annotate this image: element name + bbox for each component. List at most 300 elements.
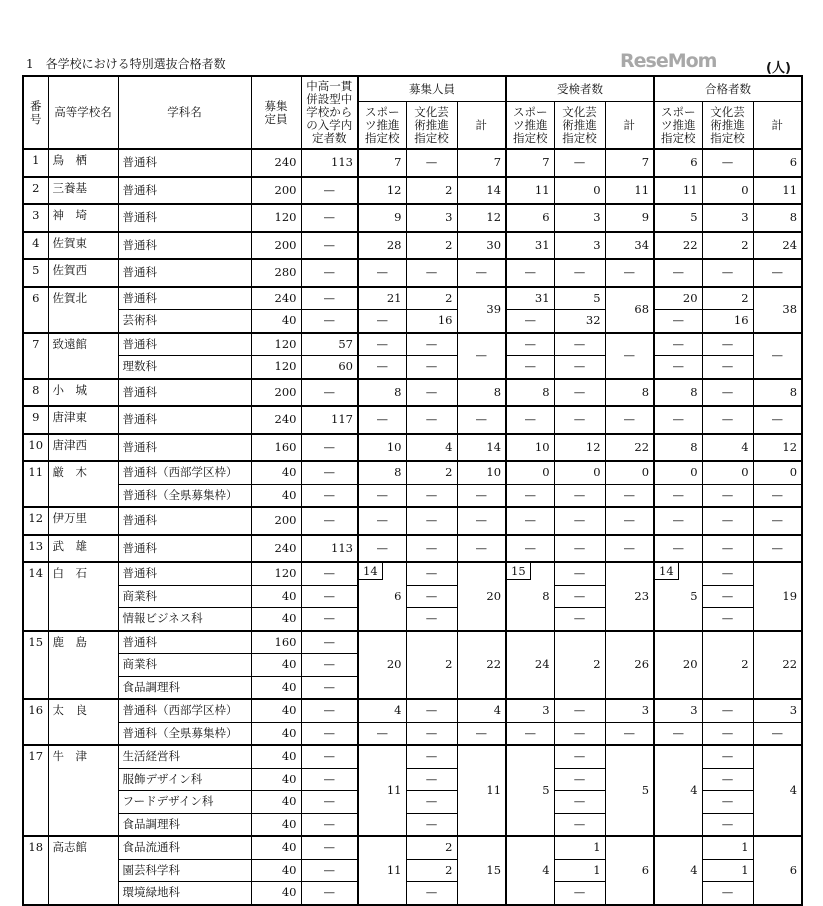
capacity-value: 160 — [251, 631, 301, 654]
capacity-value: 240 — [251, 149, 301, 177]
sport-value: 8 — [542, 588, 550, 603]
recruit-culture-value: — — [406, 259, 457, 287]
school-group — [23, 631, 802, 700]
capacity-value: 240 — [251, 535, 301, 563]
table-row — [23, 535, 802, 563]
recruit-total-value: — — [457, 259, 506, 287]
department-name: 普通科（全県募集枠） — [118, 722, 251, 745]
jhs-admission-value: — — [301, 631, 358, 654]
school-number: 1 — [23, 149, 48, 177]
capacity-value: 40 — [251, 585, 301, 608]
recruit-culture-value: — — [406, 406, 457, 434]
jhs-admission-value: 113 — [301, 535, 358, 563]
header-school: 高等学校名 — [48, 76, 118, 149]
recruit-culture-value: — — [406, 745, 457, 768]
recruit-culture-value: — — [406, 722, 457, 745]
table-row — [23, 406, 802, 434]
special-selection-results-table — [22, 75, 803, 906]
pass-culture-value: 1 — [702, 836, 753, 859]
pass-culture-value: — — [702, 406, 753, 434]
school-group — [23, 177, 802, 205]
recruit-culture-value: — — [406, 585, 457, 608]
recruit-culture-value: 2 — [406, 177, 457, 205]
pass-total-value: 3 — [753, 699, 802, 722]
capacity-value: 40 — [251, 310, 301, 333]
jhs-admission-value: — — [301, 791, 358, 814]
school-number: 8 — [23, 379, 48, 407]
exam-culture-value: — — [554, 149, 605, 177]
school-name: 鹿 島 — [48, 631, 118, 700]
pass-sport-value: 8 — [654, 434, 702, 462]
header-group-pass: 合格者数 — [654, 76, 802, 102]
school-number: 7 — [23, 333, 48, 379]
recruit-sport-value: — — [358, 722, 406, 745]
school-name: 伊万里 — [48, 507, 118, 535]
school-name: 三養基 — [48, 177, 118, 205]
exam-total-value: — — [605, 333, 654, 379]
pass-culture-value: — — [702, 535, 753, 563]
recruit-sport-value: 7 — [358, 149, 406, 177]
jhs-admission-value: 60 — [301, 356, 358, 379]
department-name: 普通科 — [118, 631, 251, 654]
pass-total-value: 11 — [753, 177, 802, 205]
pass-culture-value: 4 — [702, 434, 753, 462]
jhs-admission-value: — — [301, 654, 358, 677]
sport-value: 5 — [690, 588, 698, 603]
school-number: 12 — [23, 507, 48, 535]
pass-sport-value: 4 — [654, 836, 702, 905]
pass-culture-value: — — [702, 562, 753, 585]
pass-culture-value: — — [702, 813, 753, 836]
exam-culture-value: — — [554, 562, 605, 585]
pass-sport-value: — — [654, 507, 702, 535]
pass-total-value: — — [753, 535, 802, 563]
exam-culture-value: — — [554, 507, 605, 535]
pass-culture-value: 2 — [702, 631, 753, 700]
exam-sport-value: 4 — [506, 836, 554, 905]
exam-total-value: 22 — [605, 434, 654, 462]
school-number: 4 — [23, 232, 48, 260]
capacity-value: 40 — [251, 608, 301, 631]
jhs-admission-value: 57 — [301, 333, 358, 356]
table-row — [23, 631, 802, 654]
recruit-total-value: — — [457, 406, 506, 434]
sport-note-count: 14 — [655, 563, 679, 580]
school-group — [23, 259, 802, 287]
recruit-sport-value: 11 — [358, 745, 406, 836]
school-number: 16 — [23, 699, 48, 745]
pass-total-value: 8 — [753, 379, 802, 407]
school-name: 佐賀北 — [48, 287, 118, 333]
pass-culture-value: — — [702, 507, 753, 535]
jhs-admission-value: — — [301, 859, 358, 882]
sport-note-count: 14 — [359, 563, 383, 580]
pass-culture-value: — — [702, 882, 753, 905]
table-row — [23, 484, 802, 507]
school-group — [23, 287, 802, 333]
capacity-value: 40 — [251, 813, 301, 836]
recruit-total-value: 7 — [457, 149, 506, 177]
recruit-total-value: 11 — [457, 745, 506, 836]
exam-culture-value: 2 — [554, 631, 605, 700]
exam-culture-value: — — [554, 882, 605, 905]
department-name: 普通科 — [118, 333, 251, 356]
recruit-total-value: 4 — [457, 699, 506, 722]
exam-culture-value: 1 — [554, 836, 605, 859]
table-row — [23, 204, 802, 232]
capacity-value: 280 — [251, 259, 301, 287]
header-culture: 文化芸 術推進 指定校 — [406, 102, 457, 150]
recruit-total-value: 22 — [457, 631, 506, 700]
exam-culture-value: — — [554, 333, 605, 356]
pass-total-value: 19 — [753, 562, 802, 631]
school-name: 厳 木 — [48, 461, 118, 507]
table-row — [23, 149, 802, 177]
recruit-total-value: 30 — [457, 232, 506, 260]
school-group — [23, 333, 802, 379]
jhs-admission-value: 113 — [301, 149, 358, 177]
exam-culture-value: — — [554, 699, 605, 722]
capacity-value: 240 — [251, 287, 301, 310]
department-name: 情報ビジネス科 — [118, 608, 251, 631]
exam-sport-value: 10 — [506, 434, 554, 462]
recruit-culture-value: 2 — [406, 859, 457, 882]
exam-culture-value: — — [554, 768, 605, 791]
recruit-sport-value: 12 — [358, 177, 406, 205]
exam-total-value: 7 — [605, 149, 654, 177]
recruit-culture-value: — — [406, 608, 457, 631]
pass-total-value: 6 — [753, 836, 802, 905]
table-row — [23, 232, 802, 260]
header-jhs-admission: 中高一貫 併設型中 学校から の入学内 定者数 — [301, 76, 358, 149]
pass-sport-value: 20 — [654, 287, 702, 310]
pass-culture-value: — — [702, 722, 753, 745]
recruit-culture-value: — — [406, 535, 457, 563]
exam-sport-value: 24 — [506, 631, 554, 700]
header-total: 計 — [457, 102, 506, 150]
pass-culture-value: — — [702, 484, 753, 507]
header-sport: スポー ツ推進 指定校 — [358, 102, 406, 150]
capacity-value: 160 — [251, 434, 301, 462]
capacity-value: 40 — [251, 699, 301, 722]
recruit-sport-value: 8 — [358, 379, 406, 407]
pass-culture-value: 2 — [702, 287, 753, 310]
exam-sport-value: 0 — [506, 461, 554, 484]
school-number: 13 — [23, 535, 48, 563]
exam-total-value: 8 — [605, 379, 654, 407]
pass-culture-value: 16 — [702, 310, 753, 333]
recruit-culture-value: — — [406, 699, 457, 722]
header-culture: 文化芸 術推進 指定校 — [702, 102, 753, 150]
jhs-admission-value: — — [301, 259, 358, 287]
pass-culture-value: — — [702, 585, 753, 608]
school-name: 高志館 — [48, 836, 118, 905]
recruit-sport-value: 10 — [358, 434, 406, 462]
exam-total-value: 0 — [605, 461, 654, 484]
department-name: 普通科 — [118, 379, 251, 407]
pass-total-value: 22 — [753, 631, 802, 700]
school-number: 14 — [23, 562, 48, 631]
exam-total-value: — — [605, 259, 654, 287]
exam-sport-value: 8 — [506, 379, 554, 407]
school-name: 太 良 — [48, 699, 118, 745]
school-group — [23, 507, 802, 535]
exam-culture-value: 3 — [554, 204, 605, 232]
recruit-culture-value: 2 — [406, 287, 457, 310]
table-row — [23, 562, 802, 585]
capacity-value: 40 — [251, 836, 301, 859]
pass-total-value: — — [753, 406, 802, 434]
recruit-sport-value: — — [358, 484, 406, 507]
sport-note-count: 15 — [507, 563, 531, 580]
recruit-total-value: — — [457, 333, 506, 379]
pass-sport-value: 4 — [654, 745, 702, 836]
school-number: 11 — [23, 461, 48, 507]
jhs-admission-value: — — [301, 585, 358, 608]
pass-culture-value: — — [702, 149, 753, 177]
school-group — [23, 699, 802, 745]
recruit-culture-value: 2 — [406, 836, 457, 859]
school-number: 9 — [23, 406, 48, 434]
header-sport: スポー ツ推進 指定校 — [654, 102, 702, 150]
header-number: 番 号 — [23, 76, 48, 149]
capacity-value: 40 — [251, 676, 301, 699]
jhs-admission-value: — — [301, 745, 358, 768]
exam-total-value: — — [605, 507, 654, 535]
department-name: 園芸科学科 — [118, 859, 251, 882]
exam-culture-value: 0 — [554, 461, 605, 484]
recruit-culture-value: 2 — [406, 232, 457, 260]
pass-sport-value: 0 — [654, 461, 702, 484]
recruit-culture-value: — — [406, 768, 457, 791]
capacity-value: 200 — [251, 232, 301, 260]
header-group-exam: 受検者数 — [506, 76, 654, 102]
department-name: 理数科 — [118, 356, 251, 379]
school-group — [23, 379, 802, 407]
school-group — [23, 204, 802, 232]
pass-sport-value: — — [654, 722, 702, 745]
capacity-value: 120 — [251, 562, 301, 585]
table-row — [23, 287, 802, 310]
table-row — [23, 745, 802, 768]
department-name: 普通科 — [118, 259, 251, 287]
pass-total-value: 24 — [753, 232, 802, 260]
exam-culture-value: — — [554, 259, 605, 287]
recruit-total-value: 39 — [457, 287, 506, 333]
capacity-value: 200 — [251, 177, 301, 205]
jhs-admission-value: — — [301, 310, 358, 333]
recruit-sport-value: 20 — [358, 631, 406, 700]
school-group — [23, 836, 802, 905]
capacity-value: 40 — [251, 791, 301, 814]
recruit-total-value: 14 — [457, 434, 506, 462]
capacity-value: 40 — [251, 882, 301, 905]
recruit-culture-value: 4 — [406, 434, 457, 462]
school-number: 17 — [23, 745, 48, 836]
school-group — [23, 232, 802, 260]
header-group-recruit: 募集人員 — [358, 76, 506, 102]
recruit-total-value: — — [457, 484, 506, 507]
department-name: 食品調理科 — [118, 813, 251, 836]
school-number: 10 — [23, 434, 48, 462]
department-name: 服飾デザイン科 — [118, 768, 251, 791]
recruit-culture-value: — — [406, 333, 457, 356]
exam-total-value: 3 — [605, 699, 654, 722]
school-group — [23, 535, 802, 563]
exam-culture-value: — — [554, 535, 605, 563]
school-number: 3 — [23, 204, 48, 232]
jhs-admission-value: — — [301, 434, 358, 462]
pass-total-value: — — [753, 259, 802, 287]
department-name: 商業科 — [118, 654, 251, 677]
school-name: 唐津東 — [48, 406, 118, 434]
table-row — [23, 259, 802, 287]
exam-total-value: 23 — [605, 562, 654, 631]
exam-culture-value: — — [554, 406, 605, 434]
unit-label: (人) — [766, 61, 791, 76]
recruit-total-value: 14 — [457, 177, 506, 205]
exam-sport-value: 3 — [506, 699, 554, 722]
pass-sport-value: 20 — [654, 631, 702, 700]
exam-total-value: 6 — [605, 836, 654, 905]
pass-sport-value: 5 — [654, 204, 702, 232]
pass-culture-value: 1 — [702, 859, 753, 882]
department-name: 食品流通科 — [118, 836, 251, 859]
header-department: 学科名 — [118, 76, 251, 149]
pass-sport-value: — — [654, 484, 702, 507]
header-total: 計 — [605, 102, 654, 150]
pass-culture-value: — — [702, 768, 753, 791]
recruit-culture-value: 16 — [406, 310, 457, 333]
pass-sport-value: 6 — [654, 149, 702, 177]
exam-culture-value: — — [554, 608, 605, 631]
exam-sport-value — [506, 562, 554, 631]
recruit-culture-value: — — [406, 882, 457, 905]
header-capacity: 募集 定員 — [251, 76, 301, 149]
jhs-admission-value: — — [301, 699, 358, 722]
department-name: 普通科 — [118, 204, 251, 232]
exam-culture-value: — — [554, 356, 605, 379]
department-name: 環境緑地科 — [118, 882, 251, 905]
exam-sport-value: 6 — [506, 204, 554, 232]
jhs-admission-value: — — [301, 562, 358, 585]
exam-culture-value: 12 — [554, 434, 605, 462]
capacity-value: 200 — [251, 507, 301, 535]
exam-total-value: — — [605, 406, 654, 434]
jhs-admission-value: — — [301, 722, 358, 745]
exam-sport-value: 11 — [506, 177, 554, 205]
recruit-culture-value: — — [406, 356, 457, 379]
jhs-admission-value: — — [301, 232, 358, 260]
exam-culture-value: — — [554, 585, 605, 608]
recruit-culture-value: 2 — [406, 631, 457, 700]
recruit-sport-value: 21 — [358, 287, 406, 310]
recruit-culture-value: — — [406, 484, 457, 507]
resemom-watermark-logo: ReseMom — [620, 50, 717, 72]
recruit-sport-value: 8 — [358, 461, 406, 484]
table-row — [23, 699, 802, 722]
pass-total-value: — — [753, 333, 802, 379]
exam-sport-value: — — [506, 333, 554, 356]
recruit-total-value: 8 — [457, 379, 506, 407]
pass-culture-value: — — [702, 745, 753, 768]
exam-culture-value: — — [554, 484, 605, 507]
recruit-sport-value: — — [358, 259, 406, 287]
exam-culture-value: — — [554, 379, 605, 407]
department-name: 商業科 — [118, 585, 251, 608]
pass-culture-value: 0 — [702, 461, 753, 484]
pass-sport-value: 22 — [654, 232, 702, 260]
capacity-value: 40 — [251, 722, 301, 745]
department-name: フードデザイン科 — [118, 791, 251, 814]
exam-total-value: — — [605, 484, 654, 507]
school-name: 佐賀西 — [48, 259, 118, 287]
pass-sport-value: 3 — [654, 699, 702, 722]
jhs-admission-value: — — [301, 379, 358, 407]
school-name: 唐津西 — [48, 434, 118, 462]
pass-culture-value: 2 — [702, 232, 753, 260]
recruit-sport-value: 28 — [358, 232, 406, 260]
exam-total-value: — — [605, 722, 654, 745]
recruit-sport-value: — — [358, 356, 406, 379]
department-name: 普通科 — [118, 232, 251, 260]
exam-total-value: 68 — [605, 287, 654, 333]
pass-sport-value: — — [654, 333, 702, 356]
capacity-value: 200 — [251, 379, 301, 407]
exam-culture-value: 32 — [554, 310, 605, 333]
recruit-culture-value: 2 — [406, 461, 457, 484]
recruit-sport-value: — — [358, 406, 406, 434]
department-name: 普通科（西部学区枠） — [118, 699, 251, 722]
pass-sport-value: — — [654, 356, 702, 379]
exam-total-value: 9 — [605, 204, 654, 232]
table-row — [23, 333, 802, 356]
recruit-culture-value: — — [406, 149, 457, 177]
exam-culture-value: 1 — [554, 859, 605, 882]
pass-sport-value: — — [654, 259, 702, 287]
pass-total-value: — — [753, 507, 802, 535]
table-row — [23, 379, 802, 407]
exam-sport-value: 7 — [506, 149, 554, 177]
pass-total-value: — — [753, 484, 802, 507]
jhs-admission-value: 117 — [301, 406, 358, 434]
recruit-sport-value — [358, 562, 406, 631]
table-row — [23, 461, 802, 484]
exam-sport-value: — — [506, 310, 554, 333]
exam-culture-value: — — [554, 722, 605, 745]
table-row — [23, 177, 802, 205]
table-row — [23, 434, 802, 462]
capacity-value: 40 — [251, 461, 301, 484]
exam-sport-value: — — [506, 535, 554, 563]
recruit-total-value: — — [457, 722, 506, 745]
school-group — [23, 461, 802, 507]
department-name: 普通科 — [118, 149, 251, 177]
exam-sport-value: — — [506, 484, 554, 507]
capacity-value: 120 — [251, 204, 301, 232]
header-sport: スポー ツ推進 指定校 — [506, 102, 554, 150]
table-row — [23, 356, 802, 379]
capacity-value: 40 — [251, 768, 301, 791]
recruit-total-value: 10 — [457, 461, 506, 484]
school-number: 6 — [23, 287, 48, 333]
school-name: 白 石 — [48, 562, 118, 631]
exam-sport-value: 5 — [506, 745, 554, 836]
school-name: 武 雄 — [48, 535, 118, 563]
table-header — [23, 76, 802, 149]
department-name: 普通科 — [118, 406, 251, 434]
pass-culture-value: — — [702, 699, 753, 722]
